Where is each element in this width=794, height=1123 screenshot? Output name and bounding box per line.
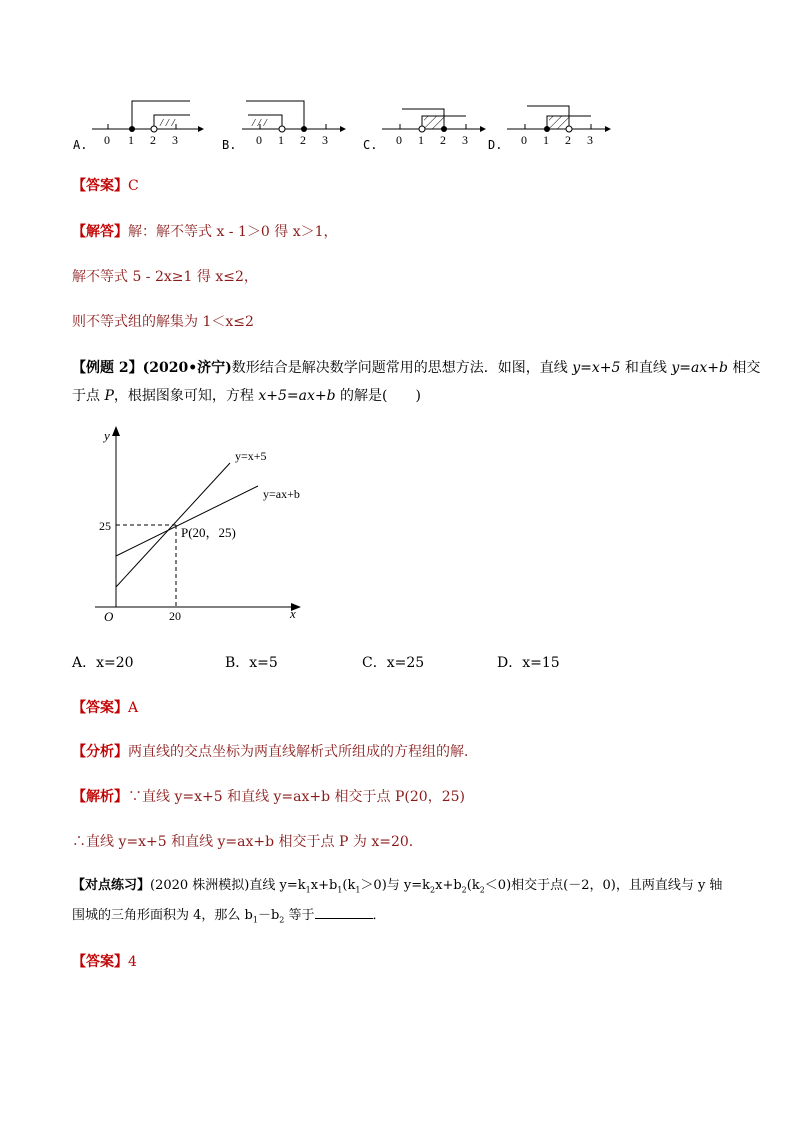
y-tick-25: 25 [99,519,111,533]
tick-1: 1 [128,133,134,147]
svg-text:1: 1 [418,133,424,147]
practice-line-2: 围城的三角形面积为 4，那么 $b_1-b_2$ 等于 ． [72,908,386,925]
svg-text:3: 3 [322,133,328,147]
tick-0: 0 [104,133,110,147]
x-axis-label: x [290,606,296,621]
explain-line-1: 【解析】∵直线 y=x+5 和直线 y=ax+b 相交于点 P(20，25) [72,789,465,805]
option-d-numberline [505,96,615,150]
solution-line-3: 则不等式组的解集为 1＜x≤2 [72,314,254,330]
answer-tag: 【答案】 [72,178,128,194]
answer-2: 【答案】A [72,700,139,716]
analysis-2: 【分析】两直线的交点坐标为两直线解析式所组成的方程组的解． [72,744,478,760]
point-p-label: P(20，25) [181,525,236,540]
option-b-label: B. [222,138,237,152]
origin-label: O [104,609,114,624]
svg-text:0: 0 [396,133,402,147]
q2-option-a: A．x=20 [72,655,134,671]
svg-text:2: 2 [300,133,306,147]
answer-1 [72,177,139,195]
svg-text:3: 3 [462,133,468,147]
example-source: (2020•济宁) [142,360,232,376]
line-graph [85,422,325,632]
svg-text:2: 2 [565,133,571,147]
option-a-label: A. [73,138,88,152]
answer-blank[interactable] [315,906,373,919]
q2-option-d: D．x=15 [497,655,560,671]
svg-text:/ / /: / / / [160,117,175,129]
example-2-line-1: 【例题 2】(2020•济宁)数形结合是解决数学问题常用的思想方法．如图，直线 y=x+5 和直线 y=ax+b 相交 [72,360,761,376]
svg-text:0: 0 [521,133,527,147]
line2-label: y=ax+b [263,487,300,501]
svg-text:2: 2 [440,133,446,147]
svg-text:3: 3 [587,133,593,147]
line1-label: y=x+5 [235,449,267,463]
tick-2: 2 [150,133,156,147]
svg-text:0: 0 [256,133,262,147]
practice-line-1: 【对点练习】(2020 株洲模拟)直线 $y=k_1x+b_1(k_1>0)$与 $y=k_2x+b_2(k_2<0)$相交于点(－2，0)，且两直线与 y 轴 [72,878,723,895]
answer-value: C [128,178,139,194]
line-y-ax-plus-b [116,486,258,556]
example-2-line-2: 于点 P，根据图象可知，方程 x+5=ax+b 的解是( ) [72,388,421,404]
svg-text:/ / /: / / / [252,117,267,129]
svg-text:1: 1 [278,133,284,147]
q2-option-b: B．x=5 [225,655,278,671]
option-c-label: C. [363,138,378,152]
solution-line-2: 解不等式 5 - 2x≥1 得 x≤2， [72,269,258,285]
svg-text:1: 1 [543,133,549,147]
option-a-numberline [90,96,205,150]
q2-option-c: C．x=25 [362,655,425,671]
x-tick-20: 20 [169,609,181,623]
y-axis-label: y [104,428,110,443]
option-d-label: D. [488,138,503,152]
tick-3: 3 [172,133,178,147]
option-b-numberline [240,96,350,150]
example-tag: 【例题 2】 [72,360,143,376]
solution-text-1: 解：解不等式 x - 1＞0 得 x＞1， [128,224,338,240]
explain-line-2: ∴直线 y=x+5 和直线 y=ax+b 相交于点 P 为 x=20． [72,834,423,850]
option-c-numberline [380,96,490,150]
answer-3: 【答案】4 [72,954,137,970]
solution-line-1 [72,223,338,241]
solution-tag: 【解答】 [72,224,128,240]
